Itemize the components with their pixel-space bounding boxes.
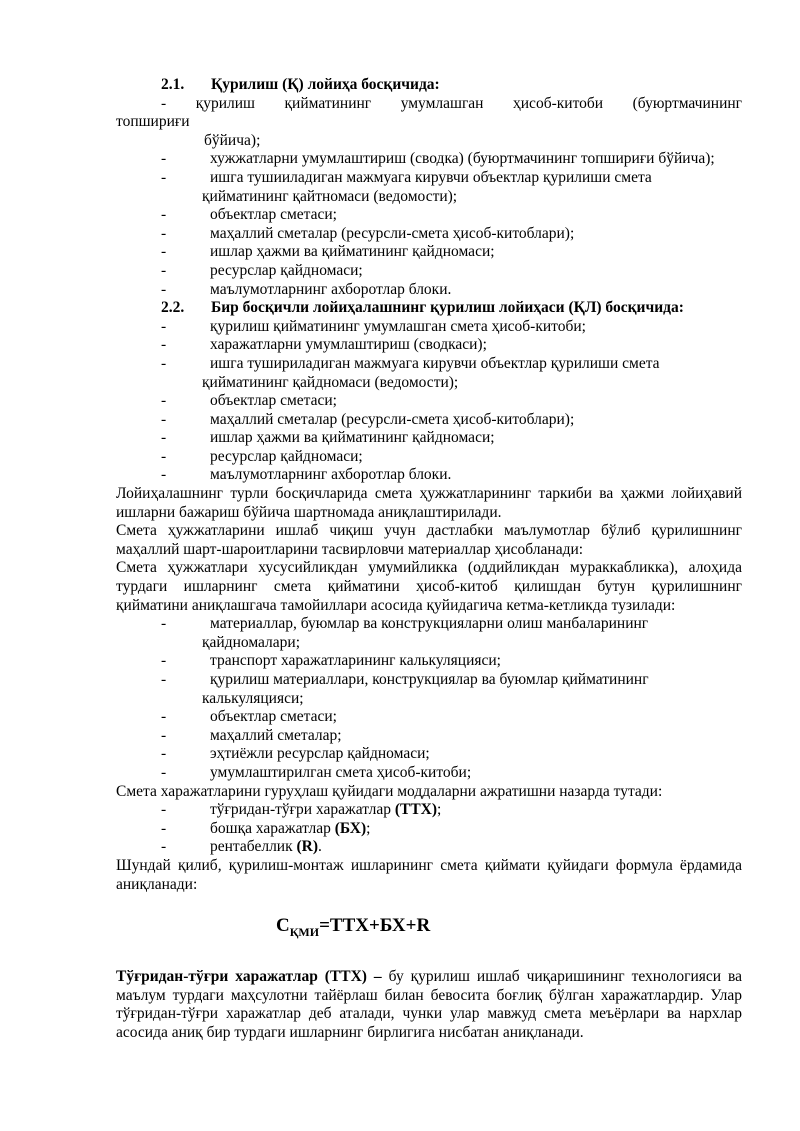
list-item bbox=[116, 355, 742, 374]
dash: - bbox=[161, 615, 167, 633]
dash: - bbox=[161, 224, 167, 242]
list-item bbox=[116, 448, 742, 467]
dash: - bbox=[161, 447, 167, 465]
dash: - bbox=[161, 410, 167, 428]
dash: - bbox=[161, 652, 167, 670]
list-item-text: ресурслар қайдномаси; bbox=[210, 447, 363, 465]
list-item-continuation: калькуляцияси; bbox=[202, 689, 304, 707]
list-item-continuation: бўйича); bbox=[204, 131, 261, 149]
dash: - bbox=[161, 429, 167, 447]
list-item bbox=[116, 652, 742, 671]
list-item bbox=[116, 671, 742, 690]
list-item bbox=[116, 281, 742, 300]
list-item-continuation: қайдномалари; bbox=[202, 633, 301, 651]
paragraph-line: тўғридан-тўғри харажатлар деб аталади, чунки улар мавжуд смета меъёрлари ва нархлар bbox=[116, 1005, 742, 1023]
list-item-text: эҳтиёжли ресурслар қайдномаси; bbox=[210, 745, 430, 763]
list-item bbox=[116, 820, 742, 839]
list-item-text: материаллар, буюмлар ва конструкцияларни олиш манбаларининг bbox=[210, 615, 649, 633]
list-item bbox=[116, 243, 742, 262]
dash: - bbox=[161, 243, 167, 261]
list-item-text: қурилиш қийматининг умумлашган смета ҳисоб-китоби; bbox=[210, 317, 586, 335]
list-item-text: ресурслар қайдномаси; bbox=[210, 261, 363, 279]
punctuation: ; bbox=[366, 819, 371, 837]
list-item-text: бошқа харажатлар bbox=[210, 819, 335, 837]
list-item-text: ишлар ҳажми ва қийматининг қайдномаси; bbox=[210, 243, 495, 261]
word: умумлашган bbox=[400, 94, 484, 112]
paragraph-line: маҳаллий шарт-шароитларини тасвирловчи материаллар ҳисобланади: bbox=[116, 540, 584, 558]
paragraph-line: Смета харажатларини гуруҳлаш қуйидаги моддаларни ажратишни назарда тутади: bbox=[116, 782, 663, 800]
word: ҳисоб-китоби bbox=[513, 94, 604, 112]
list-item bbox=[116, 764, 742, 783]
list-item-text: маҳаллий сметалар (ресурсли-смета ҳисоб-китоблари); bbox=[210, 224, 575, 242]
list-item bbox=[116, 429, 742, 448]
dash: - bbox=[161, 671, 167, 688]
list-item bbox=[116, 225, 742, 244]
list-item-text: маълумотларнинг ахборотлар блоки. bbox=[210, 466, 452, 484]
list-item bbox=[116, 336, 742, 355]
list-item bbox=[116, 745, 742, 764]
dash: - bbox=[161, 94, 167, 112]
list-item-text: транспорт харажатларининг калькуляцияси; bbox=[210, 652, 501, 670]
dash: - bbox=[161, 206, 167, 224]
list-item-text: ишга тушииладиган мажмуага кирувчи объектлар қурилиши смета bbox=[210, 168, 652, 186]
paragraph-line: турдаги ишларнинг смета қийматини ҳисоб-китоб қилишдан бутун қурилишнинг bbox=[116, 578, 742, 596]
dash: - bbox=[161, 150, 167, 168]
list-item bbox=[116, 466, 742, 485]
section-title: Бир босқичли лойиҳалашнинг қурилиш лойиҳаси (ҚЛ) босқичида: bbox=[211, 299, 684, 317]
section-heading-2-2 bbox=[116, 299, 742, 318]
formula-subscript: ҚМИ bbox=[289, 924, 320, 939]
abbreviation: (БХ) bbox=[334, 819, 367, 837]
dash: - bbox=[161, 280, 167, 298]
dash: - bbox=[161, 801, 167, 819]
list-item bbox=[116, 838, 742, 857]
list-item-text: рентабеллик bbox=[210, 838, 297, 856]
list-item bbox=[116, 169, 742, 188]
abbreviation: (ТТХ) bbox=[394, 801, 438, 819]
dash: - bbox=[161, 317, 167, 335]
list-item-text: ишга тушириладиган мажмуага кирувчи объектлар қурилиши смета bbox=[210, 354, 660, 372]
dash: - bbox=[161, 819, 167, 837]
list-item bbox=[116, 262, 742, 281]
list-item bbox=[116, 392, 742, 411]
dash: - bbox=[161, 168, 167, 186]
dash: - bbox=[161, 763, 167, 781]
punctuation: ; bbox=[437, 801, 442, 819]
dash: - bbox=[161, 708, 167, 726]
dash: - bbox=[161, 726, 167, 744]
list-item bbox=[116, 411, 742, 430]
list-item-text: харажатларни умумлаштириш (сводкаси); bbox=[210, 336, 487, 354]
dash: - bbox=[161, 261, 167, 279]
list-item-text: объектлар сметаси; bbox=[210, 708, 337, 726]
word: қийматининг bbox=[284, 94, 372, 112]
dash: - bbox=[161, 392, 167, 410]
list-item-continuation: қийматининг қайдномаси (ведомости); bbox=[202, 373, 459, 391]
document-page bbox=[116, 76, 742, 1042]
abbreviation: (R) bbox=[296, 838, 319, 856]
list-item bbox=[116, 727, 742, 746]
list-item bbox=[116, 801, 742, 820]
list-item-text: тўғридан-тўғри харажатлар bbox=[210, 801, 395, 819]
list-item-justified bbox=[116, 95, 742, 114]
section-title: Қурилиш (Қ) лойиҳа босқичида: bbox=[211, 76, 440, 93]
list-item-text: ишлар ҳажми ва қийматининг қайдномаси; bbox=[210, 429, 495, 447]
punctuation: . bbox=[318, 838, 322, 856]
term: Тўғридан-тўғри харажатлар (ТТХ) – bbox=[116, 967, 382, 985]
paragraph-line: маълум турдаги маҳсулотни тайёрлаш билан бевосита боғлиқ бўлган харажатлардир. Улар bbox=[116, 986, 742, 1004]
paragraph-line: Смета ҳужжатларини ишлаб чиқиш учун дастлабки маълумотлар бўлиб қурилишнинг bbox=[116, 522, 742, 540]
list-item-text: маҳаллий сметалар; bbox=[210, 726, 342, 744]
word: (буюртмачининг bbox=[632, 94, 743, 112]
list-item bbox=[116, 150, 742, 169]
formula-rhs: =ТТХ+БХ+R bbox=[319, 915, 431, 937]
section-number: 2.1. bbox=[161, 76, 185, 93]
list-item-text: хужжатларни умумлаштириш (сводка) (буюртмачининг топшириғи бўйича); bbox=[210, 150, 715, 168]
paragraph-line: ишларни бажариш бўйича шартномада аниқлаштирилади. bbox=[116, 503, 502, 521]
list-item-text: маълумотларнинг ахборотлар блоки. bbox=[210, 280, 452, 298]
dash: - bbox=[161, 354, 167, 372]
paragraph-line bbox=[116, 968, 742, 987]
formula bbox=[116, 914, 742, 944]
dash: - bbox=[161, 466, 167, 484]
list-item-wrap: топшириғи bbox=[116, 113, 190, 131]
list-item-continuation: қийматининг қайтномаси (ведомости); bbox=[202, 187, 458, 205]
list-item-text: объектлар сметаси; bbox=[210, 392, 337, 410]
list-item-text: қурилиш материаллари, конструкциялар ва буюмлар қийматининг bbox=[210, 671, 649, 688]
list-item-text: маҳаллий сметалар (ресурсли-смета ҳисоб-китоблари); bbox=[210, 410, 575, 428]
list-item-text: объектлар сметаси; bbox=[210, 206, 337, 224]
section-number: 2.2. bbox=[161, 299, 185, 317]
paragraph-line: Смета ҳужжатлари хусусийликдан умумийликка (оддийликдан мураккабликка), алоҳида bbox=[116, 559, 742, 577]
paragraph-text: бу қурилиш ишлаб чиқаришининг технологияси ва bbox=[381, 967, 742, 985]
list-item-text: умумлаштирилган смета ҳисоб-китоби; bbox=[210, 763, 472, 781]
list-item bbox=[116, 615, 742, 634]
word: қурилиш bbox=[195, 94, 255, 112]
paragraph-line: асосида аниқ бир турдаги ишларнинг бирлигига нисбатан аниқланади. bbox=[116, 1023, 584, 1041]
list-item bbox=[116, 318, 742, 337]
list-item bbox=[116, 708, 742, 727]
dash: - bbox=[161, 336, 167, 354]
paragraph-line: аниқланади: bbox=[116, 875, 198, 893]
dash: - bbox=[161, 745, 167, 763]
formula-lhs: С bbox=[276, 915, 290, 937]
section-heading-2-1 bbox=[116, 76, 742, 95]
list-item bbox=[116, 206, 742, 225]
paragraph-line: Шундай қилиб, қурилиш-монтаж ишларининг смета қиймати қуйидаги формула ёрдамида bbox=[116, 856, 742, 874]
paragraph-line: қийматини аниқлашгача тамойиллари асосида қуйидагича кетма-кетликда тузилади: bbox=[116, 596, 676, 614]
dash: - bbox=[161, 838, 167, 856]
paragraph-line: Лойиҳалашнинг турли босқичларида смета ҳужжатларининг таркиби ва ҳажми лойиҳавий bbox=[116, 485, 742, 503]
